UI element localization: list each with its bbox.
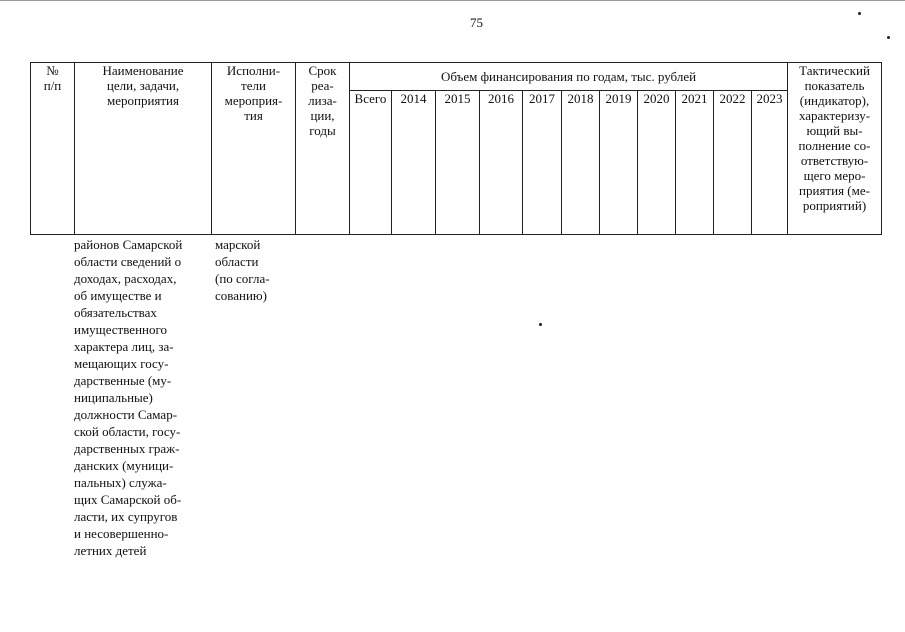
subheader-year: 2019 (600, 91, 638, 235)
header-financing: Объем финансирования по годам, тыс. рублей (350, 63, 788, 91)
subheader-year: 2020 (638, 91, 676, 235)
subheader-year: 2017 (523, 91, 562, 235)
continuation-name-text: районов Самарской области сведений о доходах, расходах, об имуществе и обязательствах имущественного характера лиц, за- мещающих госу- дарственные (му- ниципальные) должности Самар- ской области, госу- дарственных граж- данских (муници- пальных) служа- щих Самарской об- ласти, их супругов и несовершенно- летних детей (74, 237, 183, 558)
subheader-year: 2023 (752, 91, 788, 235)
subheader-year: 2018 (562, 91, 600, 235)
header-number: № п/п (31, 63, 75, 235)
subheader-year: 2022 (714, 91, 752, 235)
subheader-year: 2015 (436, 91, 480, 235)
header-name: Наименование цели, задачи, мероприятия (75, 63, 212, 235)
scan-dot (858, 12, 861, 15)
continuation-executor-text: марской области (по согла- сованию) (215, 237, 270, 303)
subheader-year: 2021 (676, 91, 714, 235)
header-term: Срок реа- лиза- ции, годы (296, 63, 350, 235)
financing-table (30, 62, 882, 235)
scan-dot (887, 36, 890, 39)
subheader-total: Всего (350, 91, 392, 235)
header-indicator: Тактический показатель (индикатор), характеризу- ющий вы- полнение со- ответствую- щего меро- приятия (ме- роприятий) (788, 63, 882, 235)
top-rule (0, 0, 905, 1)
subheader-year: 2014 (392, 91, 436, 235)
header-executors: Исполни- тели мероприя- тия (212, 63, 296, 235)
scan-dot (539, 323, 542, 326)
page-number: 75 (470, 15, 483, 30)
subheader-year: 2016 (480, 91, 523, 235)
